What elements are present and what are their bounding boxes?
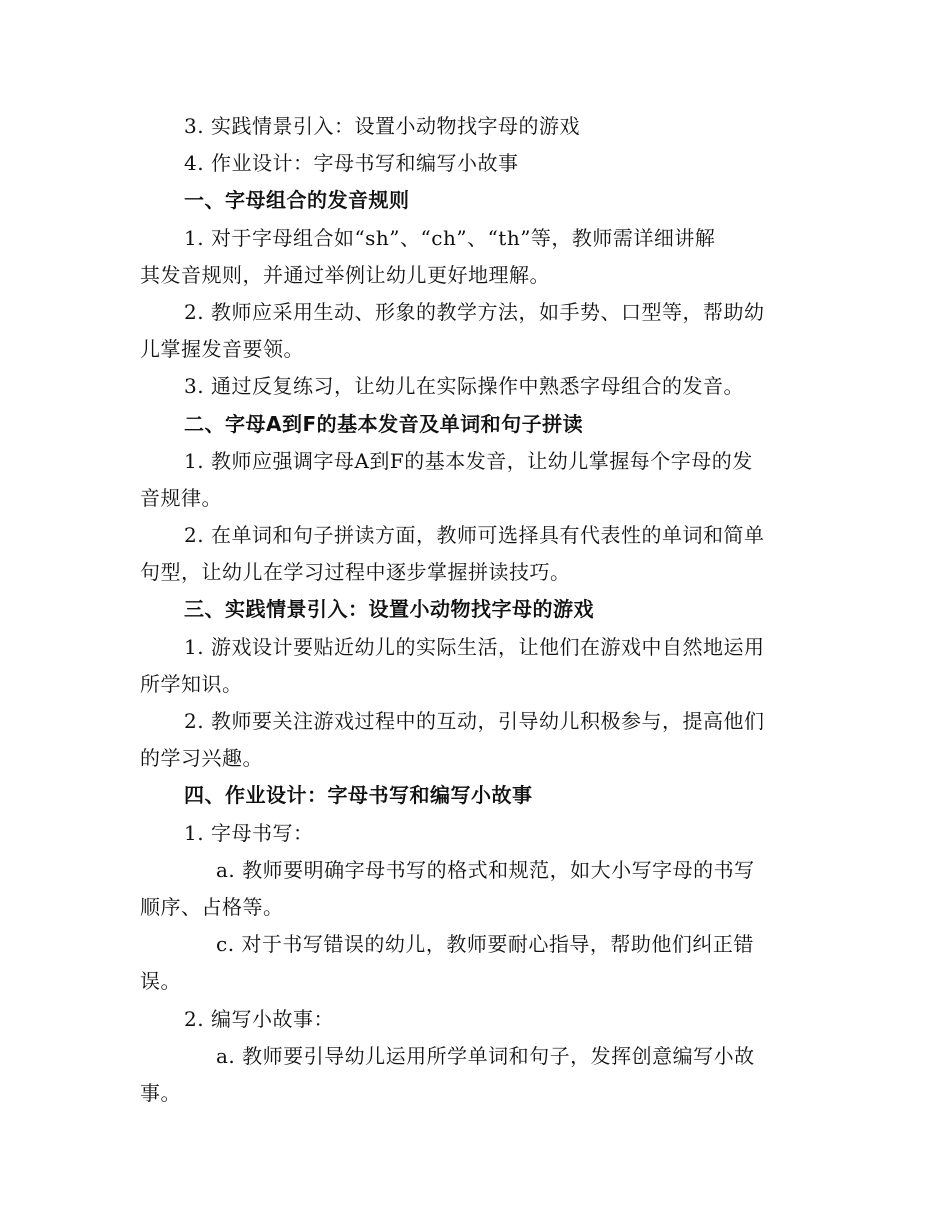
paragraph-line: 句型，让幼儿在学习过程中逐步掌握拼读技巧。	[140, 560, 571, 585]
section-heading: 四、作业设计：字母书写和编写小故事	[184, 783, 533, 808]
paragraph-line: 误。	[140, 969, 181, 994]
paragraph-line: 1. 游戏设计要贴近幼儿的实际生活，让他们在游戏中自然地运用	[184, 634, 765, 659]
paragraph-line: 音规律。	[140, 485, 222, 510]
paragraph-line: 的学习兴趣。	[140, 746, 263, 771]
list-item: 1. 字母书写：	[184, 820, 314, 845]
paragraph-line: 所学知识。	[140, 671, 243, 696]
paragraph-line: 顺序、占格等。	[140, 894, 284, 919]
sub-list-item: a. 教师要引导幼儿运用所学单词和句子，发挥创意编写小故	[216, 1043, 755, 1068]
paragraph-line: 1. 对于字母组合如“sh”、“ch”、“th”等，教师需详细讲解	[184, 225, 716, 250]
paragraph-line: 2. 在单词和句子拼读方面，教师可选择具有代表性的单词和简单	[184, 523, 765, 548]
section-heading: 二、字母A到F的基本发音及单词和句子拼读	[184, 411, 584, 436]
paragraph-line: 3. 通过反复练习，让幼儿在实际操作中熟悉字母组合的发音。	[184, 374, 744, 399]
list-item: 2. 编写小故事：	[184, 1006, 334, 1031]
document-page	[140, 108, 808, 1112]
paragraph-line: 其发音规则，并通过举例让幼儿更好地理解。	[140, 262, 550, 287]
sub-list-item: c. 对于书写错误的幼儿，教师要耐心指导，帮助他们纠正错	[216, 932, 754, 957]
section-heading: 一、字母组合的发音规则	[184, 188, 410, 213]
paragraph-line: 1. 教师应强调字母A到F的基本发音，让幼儿掌握每个字母的发	[184, 448, 753, 473]
paragraph-line: 事。	[140, 1080, 181, 1105]
section-heading: 三、实践情景引入：设置小动物找字母的游戏	[184, 597, 594, 622]
paragraph-line: 2. 教师应采用生动、形象的教学方法，如手势、口型等，帮助幼	[184, 299, 765, 324]
paragraph-line: 儿掌握发音要领。	[140, 337, 304, 362]
paragraph-line: 2. 教师要关注游戏过程中的互动，引导幼儿积极参与，提高他们	[184, 709, 765, 733]
sub-list-item: a. 教师要明确字母书写的格式和规范，如大小写字母的书写	[216, 857, 755, 882]
list-item: 3. 实践情景引入：设置小动物找字母的游戏	[184, 114, 580, 138]
list-item: 4. 作业设计：字母书写和编写小故事	[184, 151, 519, 176]
